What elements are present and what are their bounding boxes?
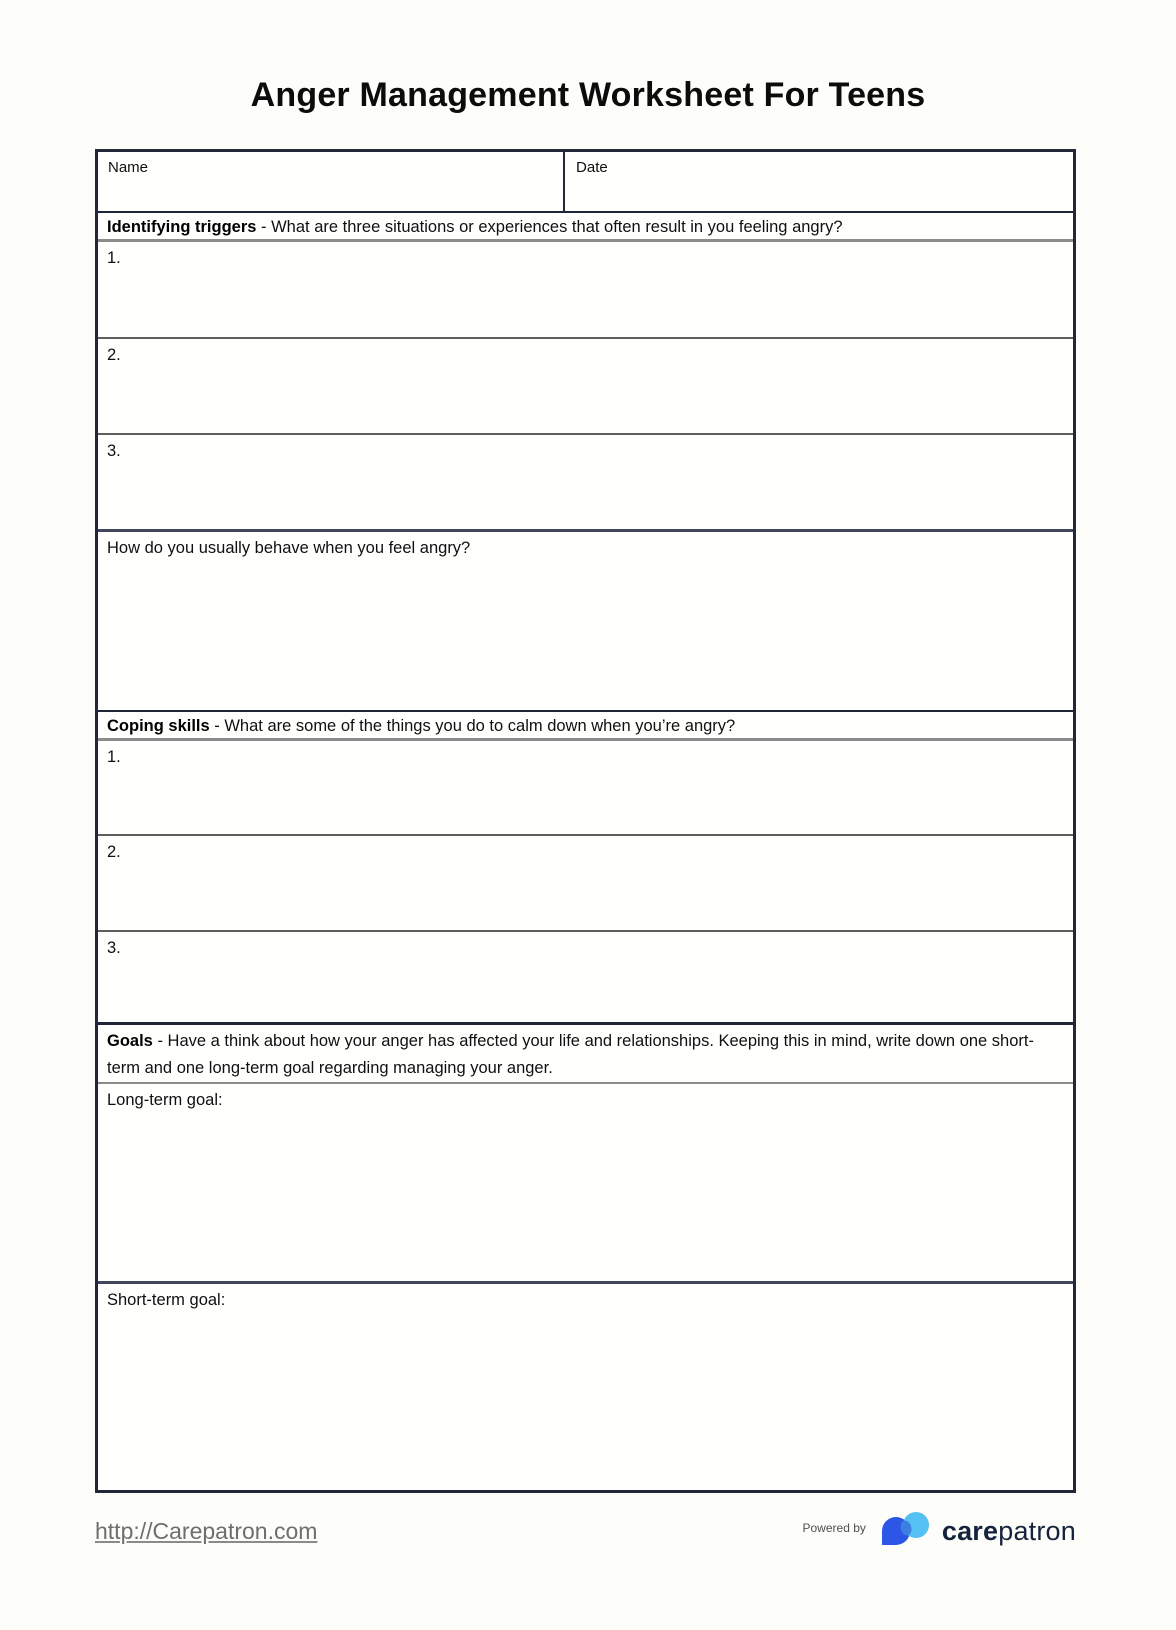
coping-skills-question: What are some of the things you do to calm down when you’re angry? (224, 717, 736, 735)
name-label: Name (108, 159, 149, 176)
behavior-question: How do you usually behave when you feel angry? (107, 539, 471, 557)
goals-header (98, 1022, 1073, 1084)
coping-answer-box-3[interactable] (98, 930, 1073, 1022)
long-term-goal-box[interactable] (98, 1084, 1073, 1281)
behavior-answer-box[interactable] (98, 529, 1073, 710)
item-number: 1. (107, 249, 121, 267)
coping-skills-heading: Coping skills (107, 717, 210, 735)
trigger-answer-box-2[interactable] (98, 337, 1073, 433)
powered-by-label: Powered by (802, 1520, 866, 1535)
carepatron-brand (803, 1509, 1077, 1554)
brand-text-bold: care (941, 1516, 999, 1546)
date-field[interactable] (565, 152, 1073, 211)
page-title: Anger Management Worksheet For Teens (250, 76, 926, 114)
identifying-triggers-header (98, 211, 1073, 242)
separator: - (152, 1032, 168, 1050)
item-number: 2. (107, 346, 121, 364)
coping-skills-header (98, 710, 1073, 741)
carepatron-wordmark (942, 1516, 1076, 1547)
carepatron-link[interactable]: http://Carepatron.com (95, 1518, 318, 1544)
item-number: 1. (107, 748, 121, 766)
date-label: Date (576, 159, 608, 176)
goals-question: Have a think about how your anger has affected your life and relationships. Keeping this in mind, write down one short-term and one long-term goal regarding managing your anger. (107, 1032, 1034, 1077)
short-term-goal-box[interactable] (98, 1281, 1073, 1490)
long-term-goal-label: Long-term goal: (107, 1091, 223, 1109)
item-number: 2. (107, 843, 121, 861)
item-number: 3. (107, 442, 121, 460)
brand-text-regular: patron (998, 1516, 1076, 1546)
worksheet-table (95, 149, 1076, 1493)
separator: - (256, 218, 272, 236)
item-number: 3. (107, 939, 121, 957)
coping-answer-box-1[interactable] (98, 741, 1073, 834)
coping-answer-box-2[interactable] (98, 834, 1073, 930)
short-term-goal-label: Short-term goal: (107, 1291, 226, 1309)
separator: - (209, 717, 225, 735)
trigger-answer-box-3[interactable] (98, 433, 1073, 529)
name-date-row (98, 152, 1073, 211)
identifying-triggers-question: What are three situations or experiences that often result in you feeling angry? (271, 218, 843, 236)
goals-heading: Goals (107, 1032, 153, 1050)
name-field[interactable] (98, 152, 565, 211)
page-footer (95, 1509, 1076, 1554)
carepatron-logo-icon (880, 1509, 932, 1554)
identifying-triggers-heading: Identifying triggers (107, 218, 257, 236)
trigger-answer-box-1[interactable] (98, 242, 1073, 337)
